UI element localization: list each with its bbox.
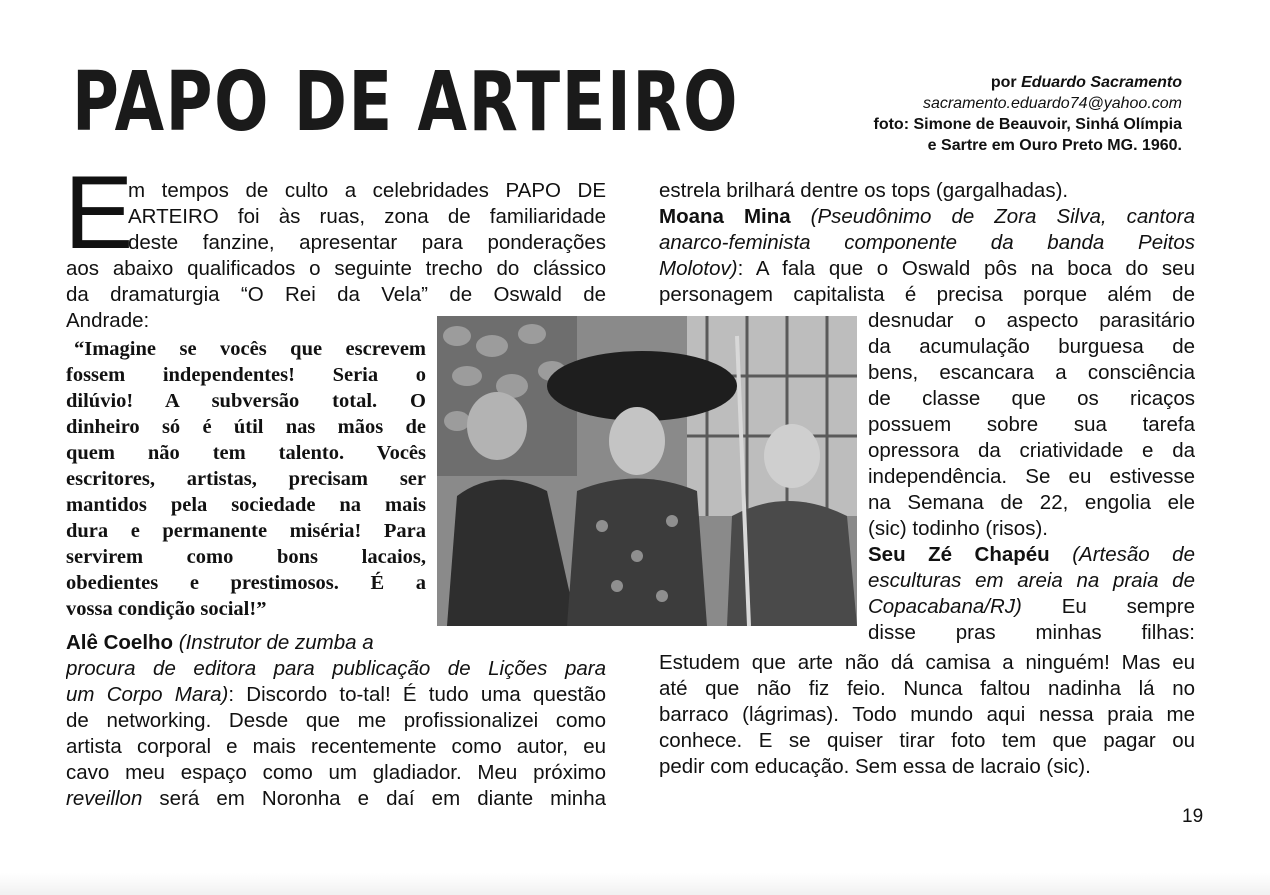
quote-line: “Imagine se vocês que escrevem xyxy=(74,338,426,360)
ale-text: será em Noronha e daí em diante minha xyxy=(142,787,606,810)
intro-line: aos abaixo qualificados o seguinte trecho do clássico xyxy=(66,257,606,280)
ale-line xyxy=(66,682,606,708)
quote-line: dilúvio! A subversão total. O xyxy=(66,390,426,412)
right-line: esculturas em areia na praia de xyxy=(868,569,1195,592)
interviewee-desc: Molotov) xyxy=(659,257,738,280)
page-bottom-edge xyxy=(0,873,1270,895)
right-line: possuem sobre sua tarefa xyxy=(868,413,1195,436)
intro-line: da dramaturgia “O Rei da Vela” de Oswald de xyxy=(66,283,606,306)
right-column-bottom xyxy=(659,650,1195,780)
page-title: PAPO DE ARTEIRO xyxy=(72,55,740,150)
ze-text: Eu sempre xyxy=(1021,595,1195,618)
quote-line: mantidos pela sociedade na mais xyxy=(66,494,426,516)
right-column-top xyxy=(659,178,1195,308)
page-number: 19 xyxy=(1182,806,1204,827)
right-line xyxy=(659,204,1195,230)
right-line: barraco (lágrimas). Todo mundo aqui nessa praia me xyxy=(659,703,1195,726)
right-line xyxy=(659,256,1195,282)
right-column-narrow xyxy=(868,308,1195,646)
intro-indented xyxy=(128,178,606,256)
quote-line: quem não tem talento. Vocês xyxy=(66,442,426,464)
quote-line: dura e permanente miséria! Para xyxy=(66,520,426,542)
interviewee-desc: (Instrutor de zumba a xyxy=(178,631,374,654)
photo-credit-line-2: e Sartre em Ouro Preto MG. 1960. xyxy=(927,137,1182,154)
quote-line: obedientes e prestimosos. É a xyxy=(66,572,426,594)
ale-line xyxy=(66,630,606,656)
right-line: (sic) todinho (risos). xyxy=(868,517,1048,540)
moana-text: : A fala que o Oswald pôs na boca do seu xyxy=(737,257,1195,280)
ale-coelho-section xyxy=(66,630,606,812)
right-line: de classe que os ricaços xyxy=(868,387,1195,410)
right-line: Estudem que arte não dá camisa a ninguém! Mas eu xyxy=(659,651,1195,674)
right-line: até que não fiz feio. Nunca faltou nadinha lá no xyxy=(659,677,1195,700)
right-line: pedir com educação. Sem essa de lacraio (sic). xyxy=(659,755,1091,778)
quote-line: escritores, artistas, precisam ser xyxy=(66,468,426,490)
quote-line: dinheiro só é útil nas mãos de xyxy=(66,416,426,438)
quote-block xyxy=(66,336,426,622)
quote-line: fossem independentes! Seria o xyxy=(66,364,426,386)
right-line: opressora da criatividade e da xyxy=(868,439,1195,462)
byline-prefix: por xyxy=(990,74,1022,91)
right-line xyxy=(868,594,1195,620)
ale-text: : Discordo to-tal! É tudo uma questão xyxy=(228,683,606,706)
quote-line: vossa condição social!” xyxy=(66,598,267,620)
right-line: na Semana de 22, engolia ele xyxy=(868,491,1195,514)
photo-illustration xyxy=(437,316,857,626)
interviewee-desc: (Artesão de xyxy=(1049,543,1195,566)
interviewee-name: Seu Zé Chapéu xyxy=(868,543,1050,566)
ale-line: artista corporal e mais recentemente como autor, eu xyxy=(66,735,606,758)
right-line: desnudar o aspecto parasitário xyxy=(868,309,1195,332)
intro-line: m tempos de culto a celebridades PAPO DE xyxy=(128,179,606,202)
interviewee-desc: um Corpo Mara) xyxy=(66,683,229,706)
author-name: Eduardo Sacramento xyxy=(1021,74,1182,91)
article-photo xyxy=(437,316,857,626)
right-line: disse pras minhas filhas: xyxy=(868,621,1195,644)
byline xyxy=(874,72,1183,156)
right-line: estrela brilhará dentre os tops (gargalhadas). xyxy=(659,179,1069,202)
ale-line: de networking. Desde que me profissionalizei como xyxy=(66,709,606,732)
photo-credit-line-1: foto: Simone de Beauvoir, Sinhá Olímpia xyxy=(873,116,1182,133)
intro-line: deste fanzine, apresentar para ponderações xyxy=(128,231,606,254)
intro-line: ARTEIRO foi às ruas, zona de familiaridade xyxy=(128,205,606,228)
ale-line xyxy=(66,786,606,812)
ale-line: cavo meu espaço como um gladiador. Meu próximo xyxy=(66,761,606,784)
right-line: anarco-feminista componente da banda Peitos xyxy=(659,231,1195,254)
ale-line: procura de editora para publicação de Lições para xyxy=(66,657,606,680)
drop-cap: E xyxy=(64,155,134,271)
author-email: sacramento.eduardo74@yahoo.com xyxy=(922,95,1182,112)
right-line xyxy=(868,542,1195,568)
interviewee-desc: Copacabana/RJ) xyxy=(868,595,1022,618)
right-line: independência. Se eu estivesse xyxy=(868,465,1195,488)
right-line: conhece. E se quiser tirar foto tem que pagar ou xyxy=(659,729,1195,752)
quote-line: servirem como bons lacaios, xyxy=(66,546,426,568)
interviewee-desc: (Pseudônimo de Zora Silva, cantora xyxy=(790,205,1195,228)
right-line: da acumulação burguesa de xyxy=(868,335,1195,358)
interviewee-name: Moana Mina xyxy=(659,205,791,228)
right-line: personagem capitalista é precisa porque além de xyxy=(659,283,1195,306)
ale-italic-word: reveillon xyxy=(66,787,143,810)
interviewee-name: Alê Coelho xyxy=(66,631,174,654)
right-line: bens, escancara a consciência xyxy=(868,361,1195,384)
intro-line: Andrade: xyxy=(66,309,150,332)
